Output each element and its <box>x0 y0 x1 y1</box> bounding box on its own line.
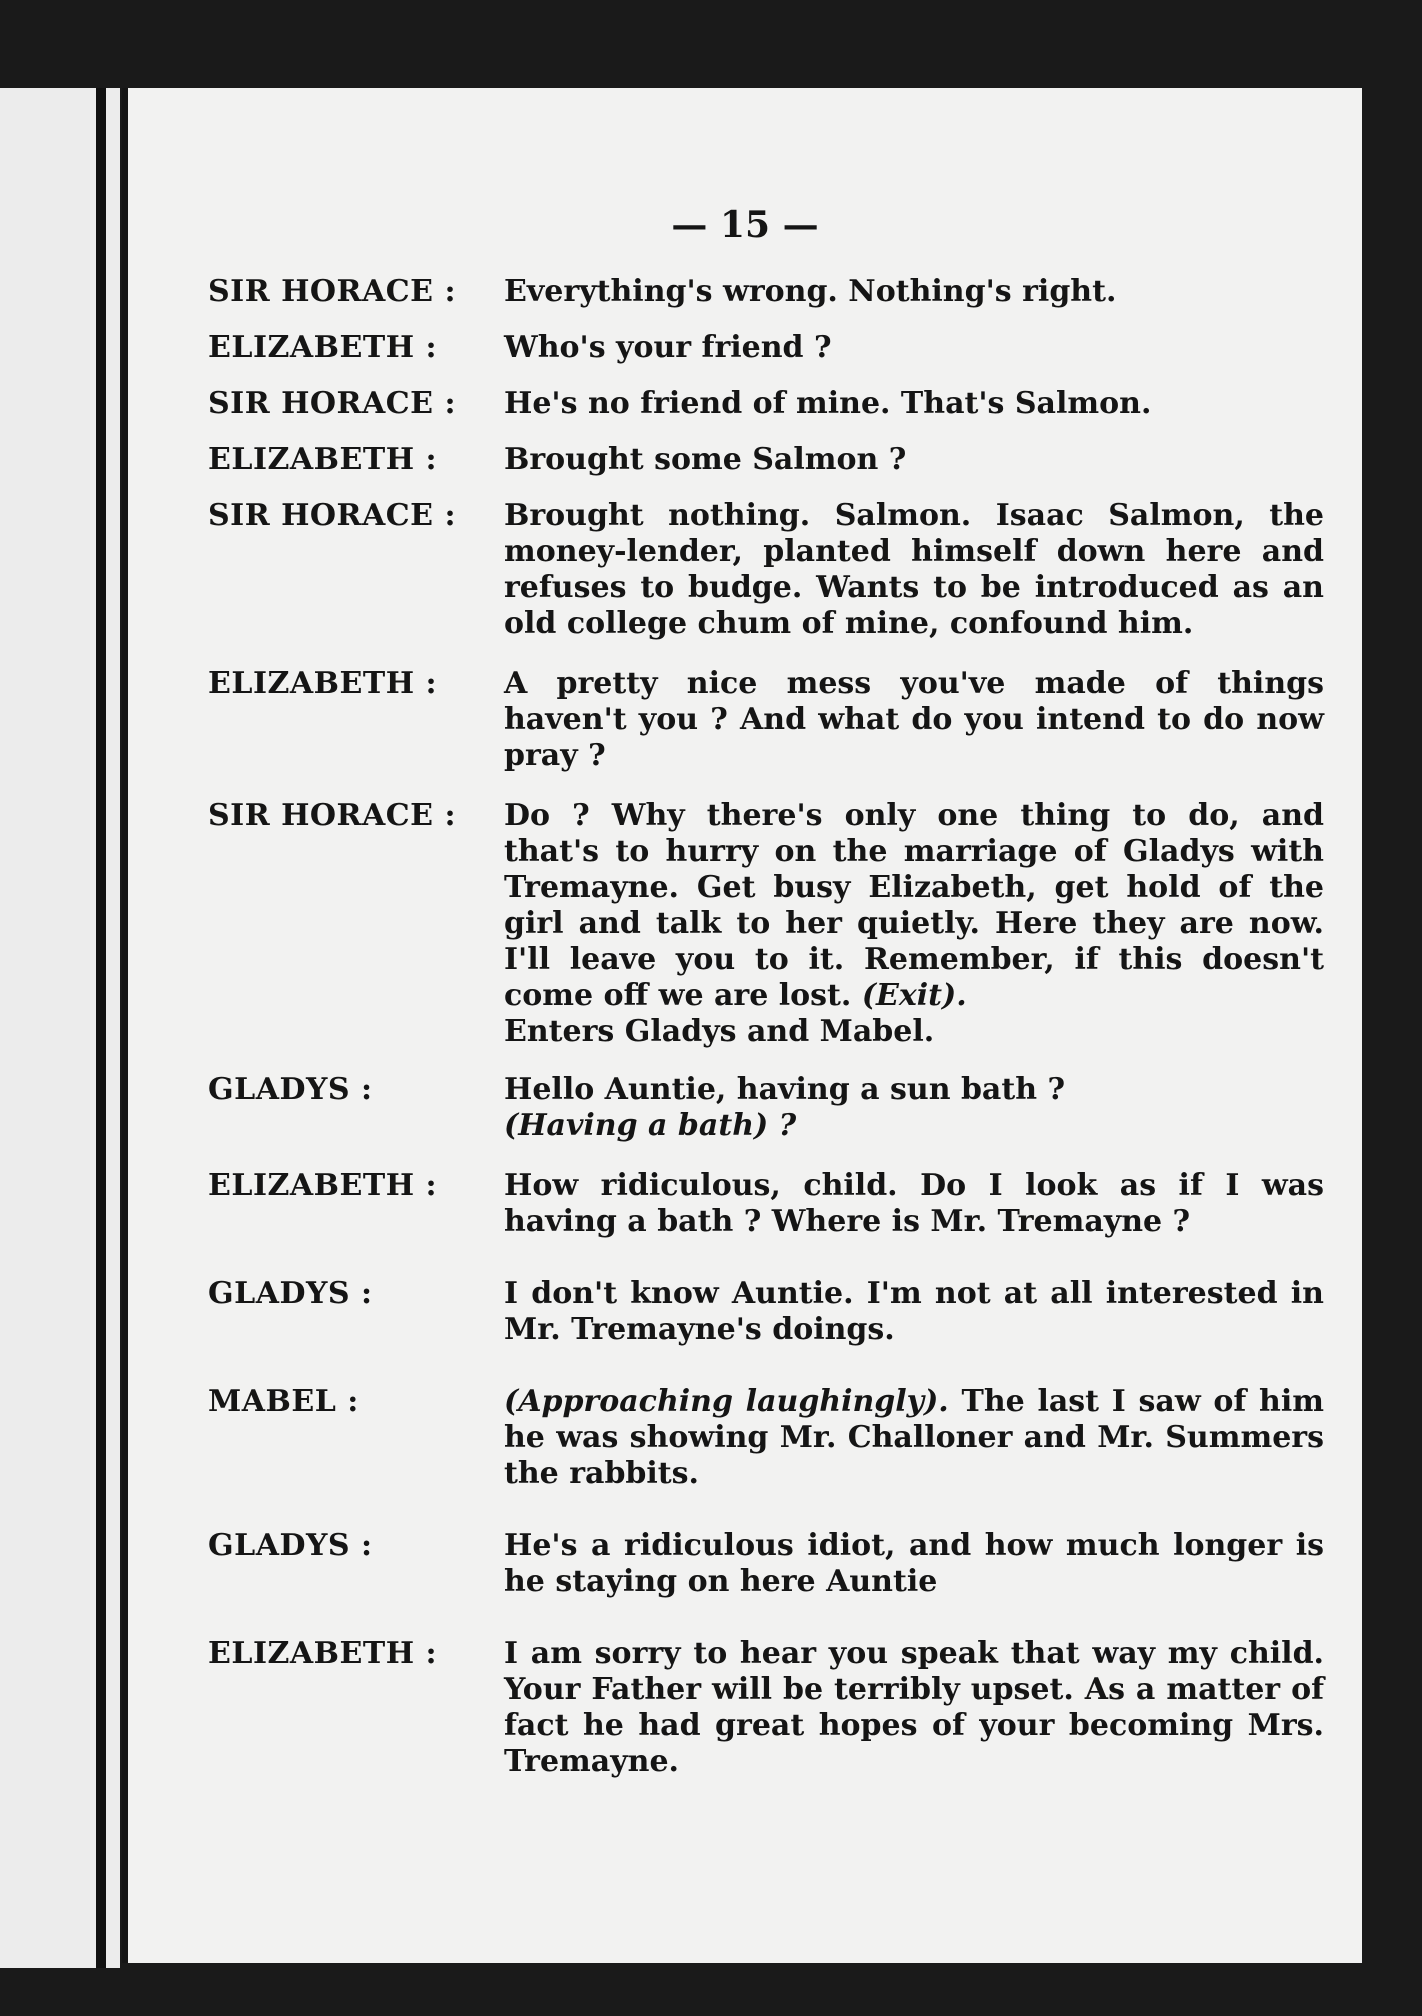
speech-line-text: The last I saw of him he was showing Mr. Challoner and Mr. Summers the rabbits. <box>504 1384 1324 1491</box>
stage-direction: (Exit). <box>861 978 967 1013</box>
speaker-name: SIR HORACE : <box>208 498 457 533</box>
speech-text <box>504 442 1324 478</box>
speech-line: Brought some Salmon ? <box>504 442 907 477</box>
dialogue-entry <box>208 1528 1338 1600</box>
speaker-name: ELIZABETH : <box>208 442 438 477</box>
page-number: — 15 — <box>671 204 819 246</box>
speech-line: I am sorry to hear you speak that way my child. Your Father will be terribly upset. As a matter of fact he had great hopes of your becoming Mrs. Tremayne. <box>504 1636 1324 1779</box>
speech-text <box>504 1384 1324 1492</box>
speech-line: How ridiculous, child. Do I look as if I was having a bath ? Where is Mr. Tremayne ? <box>504 1168 1324 1239</box>
speech-line: I don't know Auntie. I'm not at all interested in Mr. Tremayne's doings. <box>504 1276 1324 1347</box>
dialogue-entry <box>208 498 1338 642</box>
dialogue-entry <box>208 1168 1338 1240</box>
dialogue-entry <box>208 274 1338 310</box>
speech-line-text: Do ? Why there's only one thing to do, and that's to hurry on the marriage of Gladys with Tremayne. Get busy Elizabeth, get hold of the girl and talk to her quietly. Here they are now. I'll leave you to it. Remember, if this doesn't come off we are lost. <box>504 798 1324 1013</box>
dialogue-entry <box>208 1072 1338 1144</box>
speech-line: Hello Auntie, having a sun bath ? <box>504 1072 1066 1107</box>
speaker-name: GLADYS : <box>208 1528 373 1563</box>
speech-line: A pretty nice mess you've made of things haven't you ? And what do you intend to do now pray ? <box>504 666 1324 773</box>
dialogue-list <box>208 274 1338 1780</box>
speech-text <box>504 330 1324 366</box>
speaker-name: ELIZABETH : <box>208 1636 438 1671</box>
speaker-name: MABEL : <box>208 1384 359 1419</box>
speaker-name: ELIZABETH : <box>208 1168 438 1203</box>
speech-text <box>504 798 1324 1050</box>
speech-line: Everything's wrong. Nothing's right. <box>504 274 1117 309</box>
speaker-name: SIR HORACE : <box>208 274 457 309</box>
speech-text <box>504 498 1324 642</box>
speech-text <box>504 1528 1324 1600</box>
dialogue-entry <box>208 666 1338 774</box>
dialogue-entry <box>208 1276 1338 1348</box>
speech-line: Brought nothing. Salmon. Isaac Salmon, the money-lender, planted himself down here and refuses to budge. Wants to be introduced as an old college chum of mine, confound him. <box>504 498 1324 641</box>
speech-text <box>504 1072 1324 1144</box>
speech-text <box>504 666 1324 774</box>
dialogue-entry <box>208 1384 1338 1492</box>
speaker-name: ELIZABETH : <box>208 330 438 365</box>
speech-text <box>504 1276 1324 1348</box>
dialogue-entry <box>208 1636 1338 1780</box>
speaker-name: GLADYS : <box>208 1276 373 1311</box>
speaker-name: SIR HORACE : <box>208 386 457 421</box>
speech-line: Who's your friend ? <box>504 330 832 365</box>
dialogue-entry <box>208 798 1338 1050</box>
speech-line <box>504 798 1324 1014</box>
dialogue-entry <box>208 442 1338 478</box>
speaker-name: SIR HORACE : <box>208 798 457 833</box>
dialogue-entry <box>208 386 1338 422</box>
stage-direction: (Having a bath) ? <box>504 1108 797 1143</box>
page-gutter-shadow <box>96 88 106 1968</box>
speech-line <box>504 1384 1324 1492</box>
speech-line: He's no friend of mine. That's Salmon. <box>504 386 1152 421</box>
speech-text <box>504 386 1324 422</box>
dialogue-entry <box>208 330 1338 366</box>
stage-entry-line: Enters Gladys and Mabel. <box>504 1014 935 1049</box>
stage-direction: (Approaching laughingly). <box>504 1384 949 1419</box>
speech-line: He's a ridiculous idiot, and how much longer is he staying on here Auntie <box>504 1528 1324 1599</box>
speech-text <box>504 1168 1324 1240</box>
speaker-name: GLADYS : <box>208 1072 373 1107</box>
speaker-name: ELIZABETH : <box>208 666 438 701</box>
speech-text <box>504 1636 1324 1780</box>
script-page <box>122 88 1362 1963</box>
speech-text <box>504 274 1324 310</box>
